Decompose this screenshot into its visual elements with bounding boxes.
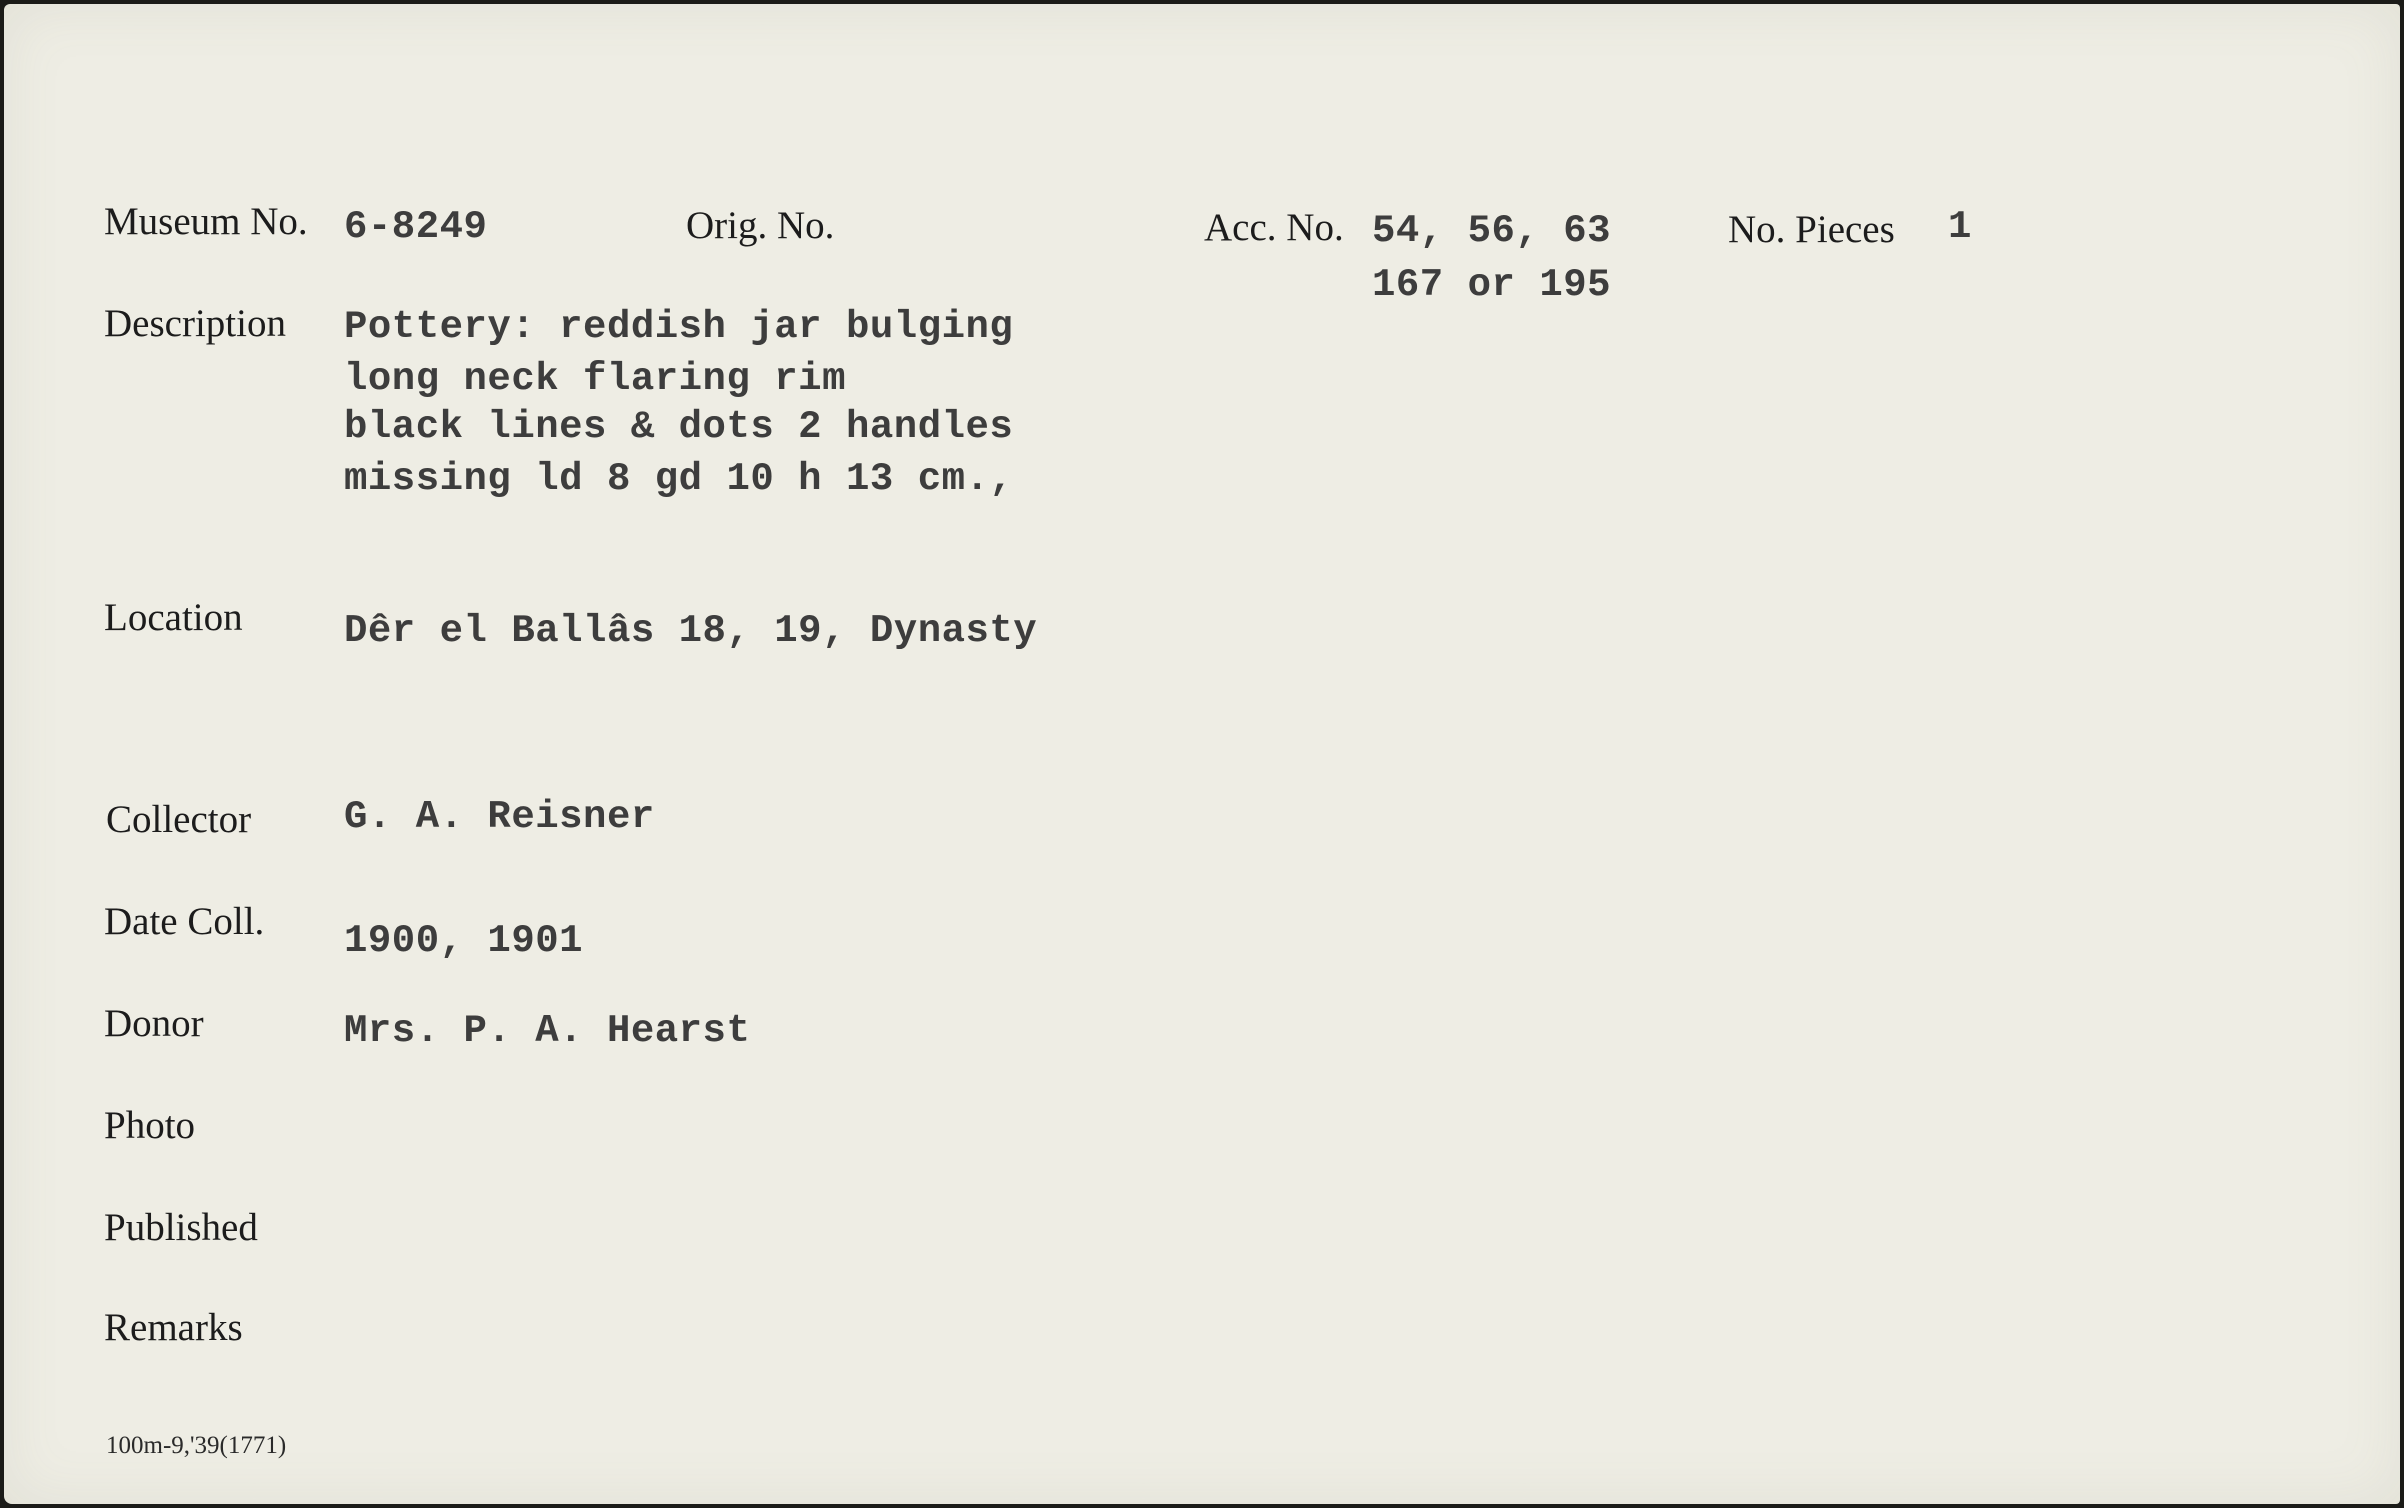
acc-no-label: Acc. No. [1204, 206, 1344, 249]
description-line: missing ld 8 gd 10 h 13 cm., [344, 457, 1014, 501]
description-label: Description [104, 302, 286, 345]
catalog-card [4, 4, 2400, 1504]
description-line: black lines & dots 2 handles [344, 405, 1014, 449]
acc-no-value-line1: 54, 56, 63 [1372, 209, 1612, 253]
no-pieces-value: 1 [1948, 205, 1972, 249]
orig-no-label: Orig. No. [686, 204, 835, 247]
form-number: 100m-9,'39(1771) [106, 1432, 287, 1459]
acc-no-value-line2: 167 or 195 [1372, 263, 1612, 307]
location-value: Dêr el Ballâs 18, 19, Dynasty [344, 609, 1038, 653]
published-label: Published [104, 1206, 258, 1249]
location-label: Location [104, 596, 243, 639]
photo-label: Photo [104, 1104, 196, 1147]
date-coll-label: Date Coll. [104, 900, 265, 943]
remarks-label: Remarks [104, 1306, 243, 1349]
collector-value: G. A. Reisner [344, 795, 655, 839]
donor-label: Donor [104, 1002, 204, 1045]
museum-no-value: 6-8249 [344, 205, 488, 249]
description-line: long neck flaring rim [344, 357, 846, 401]
donor-value: Mrs. P. A. Hearst [344, 1009, 751, 1053]
museum-no-label: Museum No. [104, 200, 308, 243]
date-coll-value: 1900, 1901 [344, 919, 584, 963]
collector-label: Collector [106, 798, 252, 841]
description-line: Pottery: reddish jar bulging [344, 305, 1014, 349]
no-pieces-label: No. Pieces [1728, 208, 1895, 251]
